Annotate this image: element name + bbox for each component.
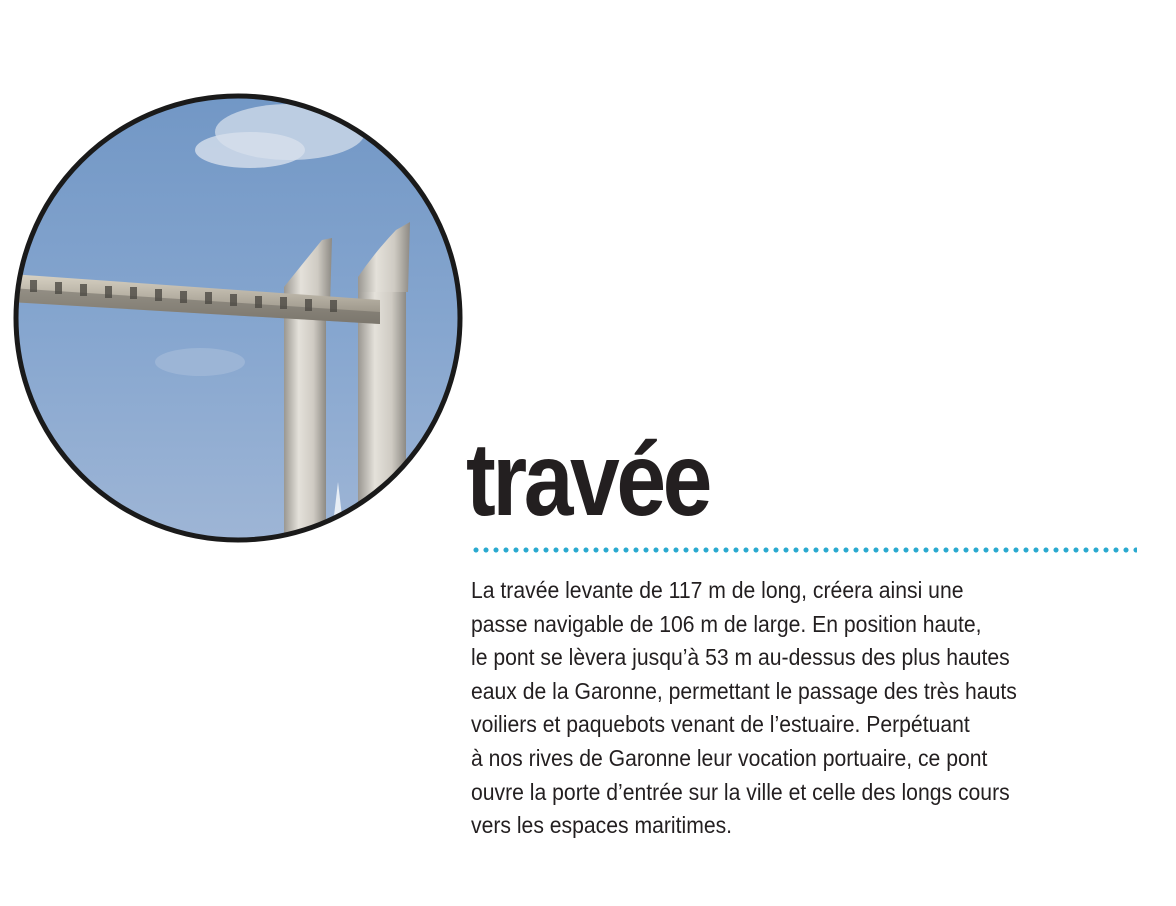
bridge-photo-image xyxy=(0,62,468,550)
bridge-photo xyxy=(0,62,468,550)
body-line: voiliers et paquebots venant de l’estuaire. Perpétuant xyxy=(471,711,970,738)
body-line: ouvre la porte d’entrée sur la ville et celle des longs cours xyxy=(471,778,1010,805)
page-title: travée xyxy=(466,422,709,538)
body-line: eaux de la Garonne, permettant le passage des très hauts xyxy=(471,677,1017,704)
body-line: à nos rives de Garonne leur vocation portuaire, ce pont xyxy=(471,744,988,771)
body-line: vers les espaces maritimes. xyxy=(471,812,733,839)
body-line: La travée levante de 117 m de long, créera ainsi une xyxy=(471,577,964,603)
dotted-divider xyxy=(471,545,1137,555)
body-line: passe navigable de 106 m de large. En position haute, xyxy=(471,610,982,637)
body-line: le pont se lèvera jusqu’à 53 m au-dessus des plus hautes xyxy=(471,644,1010,671)
body-paragraph xyxy=(471,574,1115,843)
